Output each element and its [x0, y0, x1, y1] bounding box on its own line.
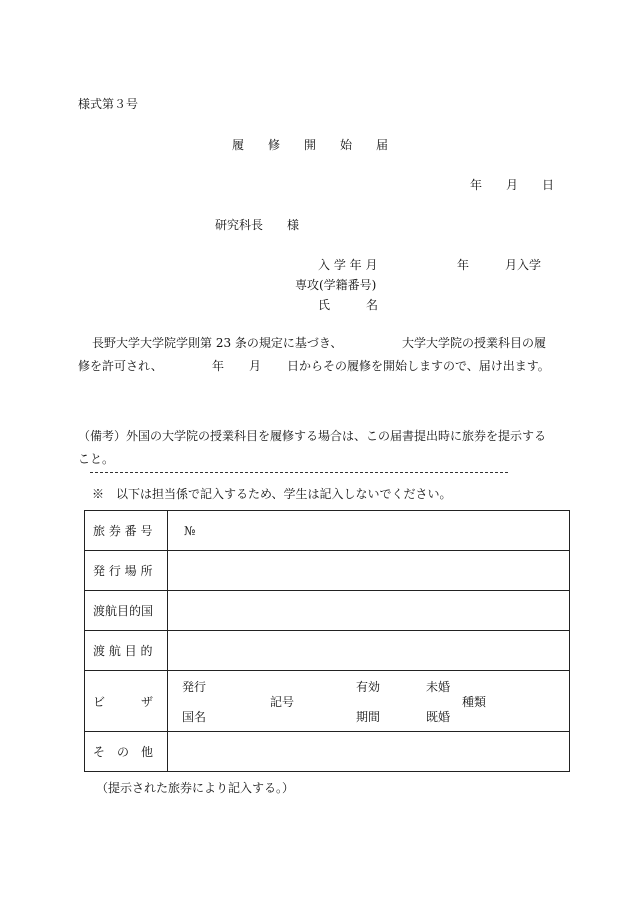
table-row	[85, 511, 570, 551]
body-text-month: 月	[249, 359, 262, 373]
addressee: 研究科長 様	[215, 218, 300, 232]
table-row	[85, 551, 570, 591]
visa-married-label: 既婚	[426, 710, 451, 724]
visa-label: ビ ザ	[85, 671, 168, 732]
name-label: 氏 名	[318, 298, 379, 312]
body-text-year: 年	[212, 359, 225, 373]
visa-field[interactable]	[168, 671, 570, 732]
passport-no-field[interactable]	[168, 511, 570, 551]
table-row	[85, 631, 570, 671]
cut-line	[90, 472, 508, 473]
body-text-2: 大学大学院の授業科目の履	[402, 336, 547, 350]
form-number: 様式第３号	[78, 97, 139, 111]
visa-unmarried-label: 未婚	[426, 680, 451, 694]
other-label: そ の 他	[85, 732, 168, 772]
body-text-2-continued: 修を許可され、	[78, 359, 163, 373]
visa-symbol-label: 記号	[270, 695, 295, 709]
major-label: 専攻(学籍番号)	[295, 278, 377, 292]
visa-issue-label: 発行	[182, 680, 207, 694]
body-text-1: 長野大学大学院学則第 23 条の規定に基づき、	[92, 336, 343, 350]
issue-place-label: 発 行 場 所	[85, 551, 168, 591]
visa-valid-label: 有効	[356, 680, 381, 694]
office-note: ※ 以下は担当係で記入するため、学生は記入しないでください。	[92, 487, 452, 501]
footer-note: （提示された旅券により記入する。）	[96, 781, 295, 795]
visa-country-label: 国名	[182, 710, 207, 724]
passport-table	[84, 510, 570, 772]
purpose-field[interactable]	[168, 631, 570, 671]
remarks: （備考）外国の大学院の授業科目を履修する場合は、この届書提出時に旅券を提示すること。	[78, 429, 547, 466]
passport-no-label: 旅 券 番 号	[85, 511, 168, 551]
table-row	[85, 732, 570, 772]
entrance-value: 年 月入学	[457, 258, 542, 272]
date-line: 年 月 日	[470, 178, 555, 192]
issue-place-field[interactable]	[168, 551, 570, 591]
purpose-label: 渡 航 目 的	[85, 631, 168, 671]
body-text-day: 日からその履修を開始しますので、届け出ます。	[287, 359, 550, 373]
entrance-label: 入 学 年 月	[318, 258, 378, 272]
visa-period-label: 期間	[356, 710, 381, 724]
passport-no-prefix: №	[184, 523, 196, 538]
other-field[interactable]	[168, 732, 570, 772]
visa-type-label: 種類	[462, 695, 487, 709]
page-title: 履 修 開 始 届	[232, 138, 389, 152]
destination-country-label: 渡航目的国	[85, 591, 168, 631]
table-row	[85, 671, 570, 732]
destination-country-field[interactable]	[168, 591, 570, 631]
table-row	[85, 591, 570, 631]
